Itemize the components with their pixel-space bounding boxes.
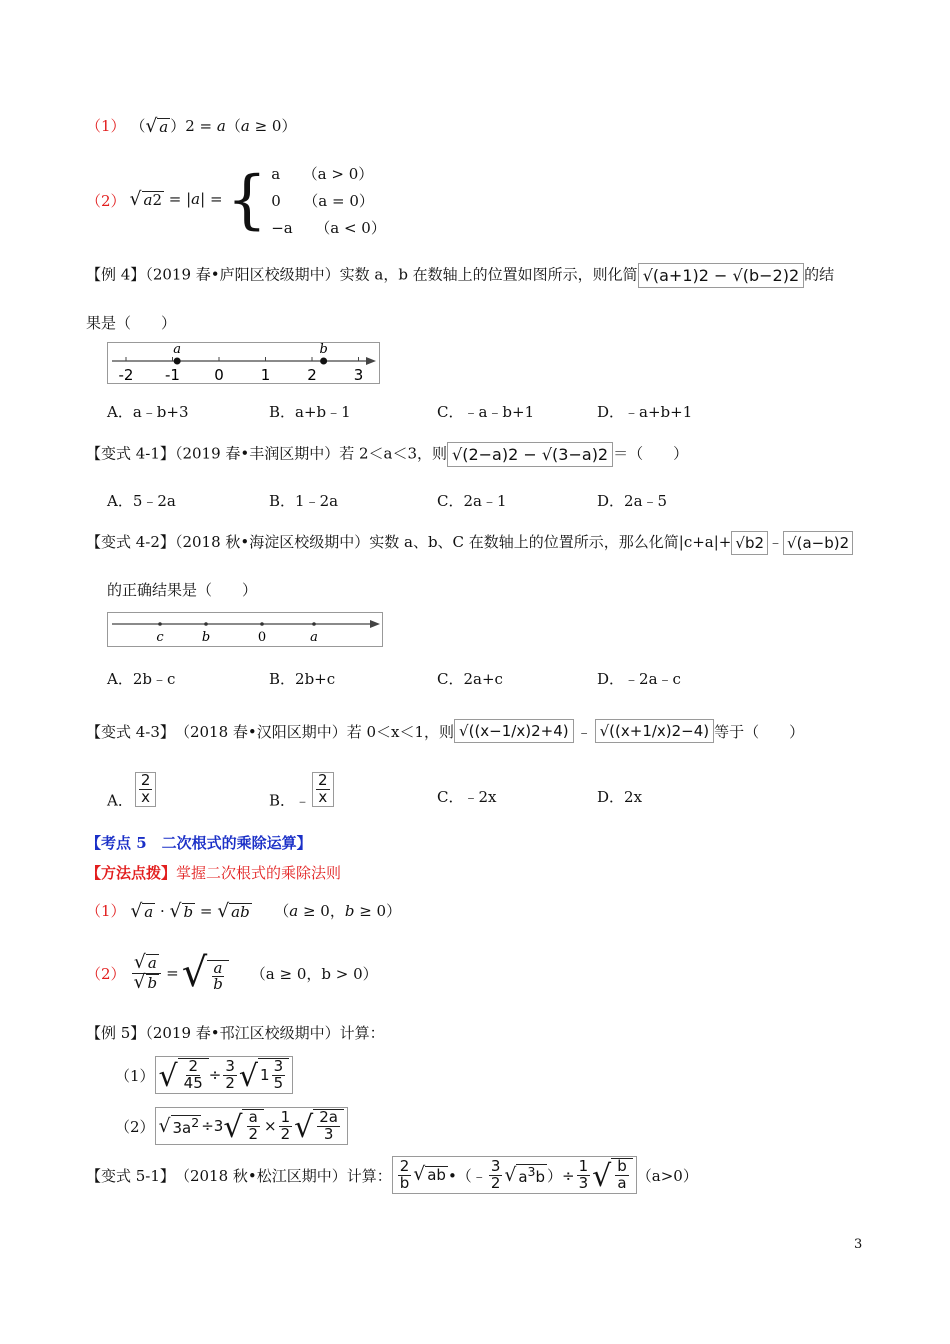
example-5-part-1 <box>115 1053 293 1097</box>
number-line-point-label: a <box>310 630 318 645</box>
variant-4-2-option-a[interactable]: A．2b﹣c <box>107 670 176 688</box>
rule-2-case-2: 0 （a = 0） <box>271 191 374 210</box>
example-5-tag: 【例 5】 <box>86 1024 146 1042</box>
rule-2-case-3: −a （a < 0） <box>271 218 386 237</box>
variant-5-1-condition: （a>0） <box>636 1166 698 1185</box>
variant-5-1-tag: 【变式 5-1】 <box>86 1166 175 1185</box>
number-line-example-4 <box>107 342 380 384</box>
variant-4-2-text: （2018 秋•海淀区校级期中）实数 a、b、C 在数轴上的位置所示，那么化简|c+a|+ <box>174 533 732 551</box>
variant-4-2-expression-2: √(a−b)2 <box>783 531 853 555</box>
rule-2-brace: { <box>226 163 268 237</box>
rule-2-cases <box>271 163 386 238</box>
product-rule-formula: √ a · √ b = √ ab （a ≥ 0，b ≥ 0） <box>130 900 402 922</box>
rule-1 <box>86 115 296 136</box>
rule-2-number: （2） <box>86 191 126 210</box>
number-line-tick-label: 3 <box>353 366 364 383</box>
variant-4-3-expression-2: √((x+1/x)2−4) <box>595 719 715 743</box>
variant-4-2-line2: 的正确结果是（ ） <box>107 581 258 599</box>
example-5-question <box>86 1022 385 1043</box>
example-4-tail: 的结 <box>804 265 835 284</box>
variant-4-3-option-a[interactable] <box>107 771 158 819</box>
variant-4-3-option-b-fraction <box>312 772 334 807</box>
variant-4-2-option-c[interactable]: C．2a+c <box>437 670 503 688</box>
quotient-rule: （2） √ a √ b = √ $\frac{a}{b}$ （a ≥ 0，b > 0） <box>86 950 378 996</box>
example-5-part-2 <box>115 1103 348 1149</box>
variant-4-3-option-a-label: A． <box>107 791 133 810</box>
rule-1-formula: （ √ a ）2 = a（a ≥ 0） <box>130 115 297 137</box>
method-tip <box>86 862 341 883</box>
variant-4-1-question <box>86 442 688 467</box>
variant-4-1-tail: ＝（ ） <box>613 444 689 463</box>
variant-4-3-expression-1: √((x−1/x)2+4) <box>454 719 574 743</box>
quotient-rule-number: （2） <box>86 964 126 983</box>
number-line-tick-label: -1 <box>165 366 180 383</box>
variant-4-2-expression-1: √b2 <box>731 531 768 555</box>
variant-4-1-tag: 【变式 4-1】 <box>86 444 175 463</box>
number-line-variant-4-2-svg <box>108 613 382 646</box>
number-line-point <box>320 358 327 365</box>
variant-5-1-text: （2018 秋•松江区期中）计算： <box>174 1166 392 1185</box>
fraction-numerator: 2 <box>140 771 151 789</box>
number-line-point <box>204 622 208 626</box>
method-tip-text: 掌握二次根式的乘除法则 <box>176 864 342 882</box>
number-line-example-4-svg <box>108 343 379 383</box>
example-5-part-1-expression: √ $\frac{2}{45}$ ÷ $\frac{3}{2}$ √ 1 $\frac{3}{5}$ <box>155 1056 294 1094</box>
page-number: 3 <box>854 1237 863 1252</box>
example-4-option-b[interactable]: B．a+b﹣1 <box>269 403 351 421</box>
variant-4-3-option-b[interactable] <box>269 771 336 819</box>
example-5-part-1-number: （1） <box>115 1066 155 1085</box>
example-4-option-d[interactable]: D．﹣a+b+1 <box>597 403 693 421</box>
number-line-point-label: b <box>201 630 211 645</box>
example-4-tag: 【例 4】 <box>86 265 146 284</box>
variant-4-3-option-a-fraction <box>135 772 157 807</box>
variant-4-3-minus: ﹣ <box>576 722 592 741</box>
quotient-rule-condition: （a ≥ 0，b > 0） <box>250 964 378 983</box>
rule-2 <box>86 155 386 245</box>
variant-4-3-option-c[interactable]: C．﹣2x <box>437 788 497 806</box>
quotient-rule-lhs: √ a √ b <box>132 954 162 993</box>
number-line-point <box>260 622 264 626</box>
product-rule <box>86 900 401 921</box>
number-line-point-label: c <box>156 630 164 645</box>
variant-4-2-option-b[interactable]: B．2b+c <box>269 670 336 688</box>
example-4-option-a[interactable]: A．a﹣b+3 <box>107 403 189 421</box>
quotient-rule-rhs: √ $\frac{a}{b}$ <box>182 953 229 993</box>
method-tip-tag: 【方法点拨】 <box>86 864 177 882</box>
variant-4-1-option-d[interactable]: D．2a﹣5 <box>597 492 668 510</box>
product-rule-number: （1） <box>86 902 126 920</box>
example-4-expression: √(a+1)2 − √(b−2)2 <box>638 263 804 288</box>
variant-4-1-expression: √(2−a)2 − √(3−a)2 <box>447 442 613 467</box>
variant-4-2-option-d[interactable]: D．﹣2a﹣c <box>597 670 681 688</box>
variant-4-2-minus: ﹣ <box>768 533 784 551</box>
number-line-point <box>158 622 162 626</box>
variant-4-3-question <box>86 705 804 757</box>
example-4-line2: 果是（ ） <box>86 314 177 332</box>
variant-4-1-text: （2019 春•丰润区期中）若 2＜a＜3，则 <box>174 444 448 463</box>
variant-4-1-option-c[interactable]: C．2a﹣1 <box>437 492 507 510</box>
fraction-denominator: x <box>318 787 328 806</box>
variant-5-1-expression: $\frac{2}{b}$ √ ab •（﹣ $\frac{3}{2}$ √ $a^3b$ ）÷ $\frac{1}{3}$ √ $\frac{b}{a}$ <box>392 1156 637 1194</box>
number-line-point-label: a <box>173 343 182 357</box>
number-line-point-label: 0 <box>257 630 267 645</box>
number-line-tick-label: 2 <box>307 366 317 383</box>
rule-1-number: （1） <box>86 117 126 135</box>
number-line-point <box>174 358 181 365</box>
variant-5-1-question <box>86 1152 698 1198</box>
variant-4-2-question <box>86 531 853 555</box>
number-line-variant-4-2 <box>107 612 383 647</box>
example-5-part-2-expression: √ $3a^2$ ÷3 √ $\frac{a}{2}$ × $\frac{1}{2}$ √ $\frac{2a}{3}$ <box>155 1107 348 1145</box>
example-5-text: （2019 春•邗江区校级期中）计算： <box>145 1024 385 1042</box>
variant-4-3-option-b-label: B．﹣ <box>269 791 311 810</box>
number-line-tick-label: 1 <box>260 366 271 383</box>
number-line-tick-label: -2 <box>118 366 134 383</box>
variant-4-3-tag: 【变式 4-3】 <box>86 722 175 741</box>
rule-2-lhs: √ a2 = |a| = <box>129 188 223 210</box>
variant-4-1-option-b[interactable]: B．1﹣2a <box>269 492 339 510</box>
example-4-option-c[interactable]: C．﹣a﹣b+1 <box>437 403 535 421</box>
variant-4-3-option-d[interactable]: D．2x <box>597 788 643 806</box>
variant-4-3-options <box>107 772 807 818</box>
example-4-text: （2019 春•庐阳区校级期中）实数 a，b 在数轴上的位置如图所示，则化简 <box>145 265 638 284</box>
fraction-numerator: 2 <box>318 771 328 789</box>
variant-4-3-text: （2018 春•汉阳区期中）若 0＜x＜1，则 <box>174 722 455 741</box>
fraction-denominator: x <box>141 787 151 806</box>
variant-4-2-tag: 【变式 4-2】 <box>86 533 175 551</box>
example-4-question <box>86 263 834 288</box>
example-5-part-2-number: （2） <box>115 1117 155 1136</box>
number-line-point-label: b <box>319 343 328 357</box>
variant-4-3-tail: 等于（ ） <box>714 722 805 741</box>
rule-2-case-1: a （a > 0） <box>271 164 374 183</box>
variant-4-1-option-a[interactable]: A．5﹣2a <box>107 492 176 510</box>
number-line-tick-label: 0 <box>214 366 224 383</box>
number-line-point <box>312 622 316 626</box>
key-point-5-title: 【考点 5 二次根式的乘除运算】 <box>86 834 312 852</box>
